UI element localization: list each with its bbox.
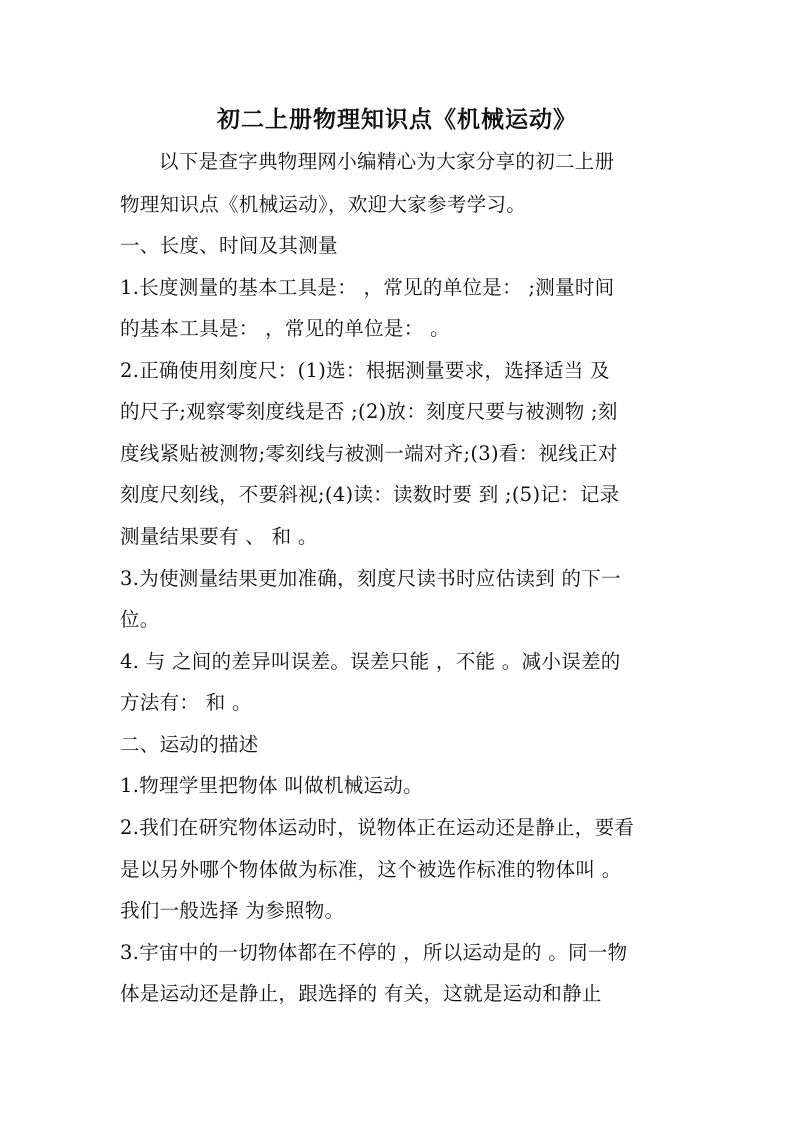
paragraph-line: 的基本工具是： ，常见的单位是： 。 bbox=[120, 317, 450, 340]
paragraph-line: 3.宇宙中的一切物体都在不停的 ，所以运动是的 。同一物 bbox=[120, 941, 628, 964]
paragraph-line: 2.正确使用刻度尺：(1)选：根据测量要求，选择适当 及 bbox=[120, 359, 610, 382]
paragraph-line: 1.长度测量的基本工具是： ，常见的单位是： ;测量时间 bbox=[120, 276, 615, 299]
paragraph-line: 度线紧贴被测物;零刻线与被测一端对齐;(3)看：视线正对 bbox=[120, 442, 618, 465]
document-title: 初二上册物理知识点《机械运动》 bbox=[217, 106, 577, 133]
paragraph-line: 体是运动还是静止，跟选择的 有关，这就是运动和静止 bbox=[120, 982, 602, 1005]
paragraph-line: 刻度尺刻线，不要斜视;(4)读：读数时要 到 ;(5)记：记录 bbox=[120, 483, 620, 506]
paragraph-line: 1.物理学里把物体 叫做机械运动。 bbox=[120, 774, 423, 797]
paragraph-line: 物理知识点《机械运动》，欢迎大家参考学习。 bbox=[120, 193, 527, 216]
paragraph-line: 位。 bbox=[120, 608, 160, 631]
paragraph-line: 的尺子;观察零刻度线是否 ;(2)放：刻度尺要与被测物 ;刻 bbox=[120, 400, 618, 423]
section-heading: 二、运动的描述 bbox=[120, 733, 259, 756]
paragraph-line: 4. 与 之间的差异叫误差。误差只能 ，不能 。减小误差的 bbox=[120, 650, 621, 673]
paragraph-line: 方法有： 和 。 bbox=[120, 691, 252, 714]
paragraph-line: 以下是查字典物理网小编精心为大家分享的初二上册 bbox=[159, 150, 615, 173]
paragraph-line: 是以另外哪个物体做为标准，这个被选作标准的物体叫 。 bbox=[120, 858, 622, 881]
paragraph-line: 测量结果要有 、 和 。 bbox=[120, 525, 318, 548]
paragraph-line: 我们一般选择 为参照物。 bbox=[120, 899, 345, 922]
paragraph-line: 3.为使测量结果更加准确，刻度尺读书时应估读到 的下一 bbox=[120, 567, 621, 590]
paragraph-line: 2.我们在研究物体运动时，说物体正在运动还是静止，要看 bbox=[120, 816, 635, 839]
section-heading: 一、长度、时间及其测量 bbox=[120, 234, 338, 257]
